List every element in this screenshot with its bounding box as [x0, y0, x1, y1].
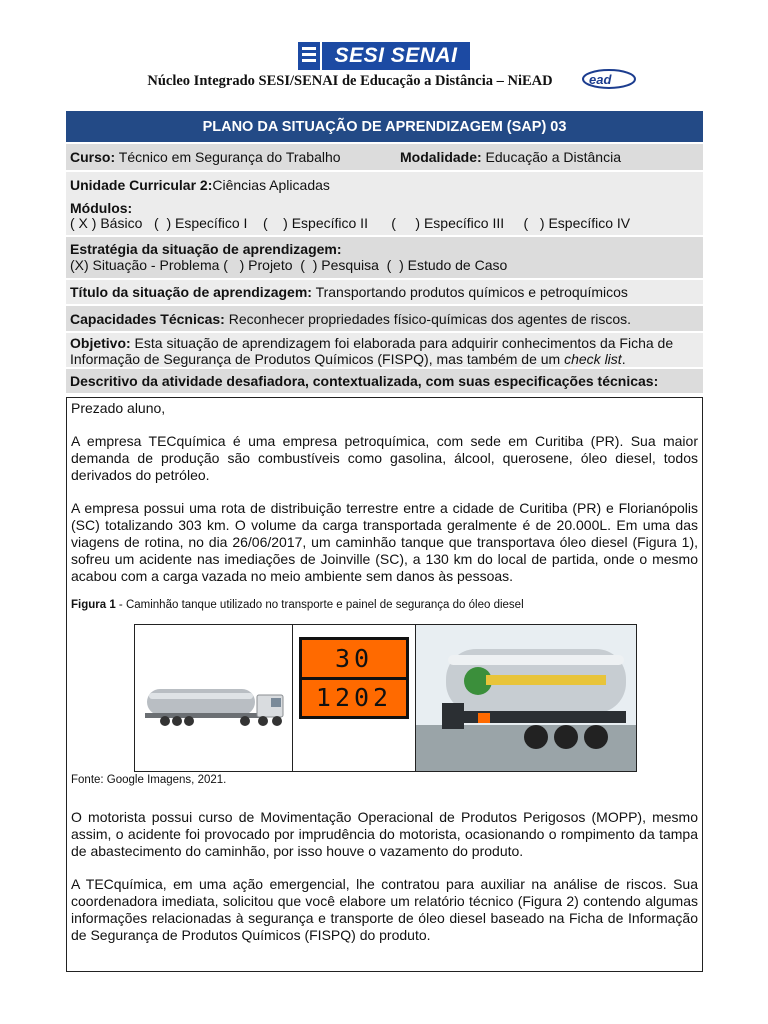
curso-label: Curso:: [70, 149, 116, 165]
tanker-truck-icon: [135, 625, 292, 771]
svg-text:ead: ead: [589, 72, 612, 87]
institution-name: Núcleo Integrado SESI/SENAI de Educação a Distância – NiEAD: [147, 73, 553, 89]
row-modulos: [66, 197, 703, 235]
estrategia-label: Estratégia da situação de aprendizagem:: [70, 241, 342, 257]
greeting: Prezado aluno,: [71, 400, 166, 416]
capacidades-label: Capacidades Técnicas:: [70, 310, 225, 327]
row-estrategia: [66, 235, 703, 278]
sesi-emblem-icon: [298, 42, 320, 70]
paragraph-3: O motorista possui curso de Movimentação Operacional de Produtos Perigosos (MOPP), mesmo assim, o acidente foi provocado por imprudência do motorista, ocasionando o rompimento da tampa de abastecimento do caminhão, por isso houve o vazamento do produto.: [71, 809, 698, 859]
objetivo-italic: check list: [564, 351, 622, 367]
figure-caption: [71, 597, 698, 614]
objetivo-label: Objetivo:: [70, 335, 131, 351]
hazard-panel: [299, 637, 409, 719]
hazard-number: 30: [302, 640, 406, 680]
modalidade-label: Modalidade:: [400, 149, 482, 165]
capacidades-value: Reconhecer propriedades físico-químicas dos agentes de riscos.: [224, 310, 632, 327]
tanker-photo-image: [416, 625, 636, 771]
descritivo-content: [66, 397, 703, 972]
figure-source: Fonte: Google Imagens, 2021.: [71, 774, 227, 786]
titulo-label: Título da situação de aprendizagem:: [70, 284, 312, 300]
figure-caption-text: - Caminhão tanque utilizado no transporte e painel de segurança do óleo diesel: [115, 599, 524, 611]
unidade-label: Unidade Curricular 2:: [70, 176, 213, 193]
unidade-value: Ciências Aplicadas: [212, 176, 330, 193]
tanker-truck-image: [135, 625, 293, 771]
paragraph-4: A TECquímica, em uma ação emergencial, lhe contratou para auxiliar na análise de riscos. Sua coordenadora imediata, solicitou que você elabore um relatório técnico (Figura 2) contendo algumas informações relacionadas à segurança e transporte de óleo diesel baseado na Ficha de Informação de Segurança de Produtos Químicos (FISPQ) do produto.: [71, 876, 698, 943]
page-title: PLANO DA SITUAÇÃO DE APRENDIZAGEM (SAP) 03: [66, 111, 703, 142]
row-curso: [66, 142, 703, 170]
paragraph-1: A empresa TECquímica é uma empresa petroquímica, com sede em Curitiba (PR). Sua maior demanda de produção são combustíveis como gasolina, álcool, querosene, óleo diesel, todos derivados do petróleo.: [71, 433, 698, 483]
row-objetivo: [66, 331, 703, 367]
objetivo-value: Esta situação de aprendizagem foi elaborada para adquirir conhecimentos da Ficha de Informação de Segurança de Produtos Químicos (FISPQ), mas também de um: [70, 335, 674, 367]
row-unidade: [66, 170, 703, 197]
row-capacidades: [66, 304, 703, 331]
ead-logo-icon: [580, 68, 638, 90]
estrategia-value: (X) Situação - Problema ( ) Projeto ( ) Pesquisa ( ) Estudo de Caso: [70, 257, 508, 273]
objetivo-end: .: [621, 351, 626, 367]
figure-1: [134, 624, 637, 772]
modulos-label: Módulos:: [70, 200, 133, 216]
sesi-senai-logo: [298, 42, 470, 70]
un-number: 1202: [315, 683, 393, 713]
paragraph-2: A empresa possui uma rota de distribuição terrestre entre a cidade de Curitiba (PR) e Florianópolis (SC) totalizando 303 km. O volume da carga transportada geralmente é de 20.000L. Em uma das viagens de rotina, no dia 26/06/2017, um caminhão tanque que transportava óleo diesel (Figura 1), sofreu um acidente nas imediações de Joinville (SC), a 130 km do local de partida, onde o mesmo acabou com a carga vazada no meio ambiente sem danos às pessoas.: [71, 500, 698, 584]
titulo-value: Transportando produtos químicos e petroquímicos: [311, 284, 628, 300]
modalidade-value: Educação a Distância: [481, 149, 621, 165]
row-titulo: [66, 278, 703, 304]
descritivo-label: Descritivo da atividade desafiadora, contextualizada, com suas especificações técnicas:: [70, 373, 659, 389]
tanker-photo-icon: [416, 625, 636, 771]
logo-text: SESI SENAI: [320, 42, 470, 70]
modulos-value: ( X ) Básico ( ) Específico I ( ) Específico II ( ) Específico III ( ) Específico IV: [70, 215, 631, 231]
curso-value: Técnico em Segurança do Trabalho: [115, 149, 341, 165]
row-descritivo: [66, 367, 703, 393]
hazard-panel-image: [293, 625, 416, 771]
figure-label: Figura 1: [71, 599, 116, 611]
sap-table: [66, 111, 703, 393]
